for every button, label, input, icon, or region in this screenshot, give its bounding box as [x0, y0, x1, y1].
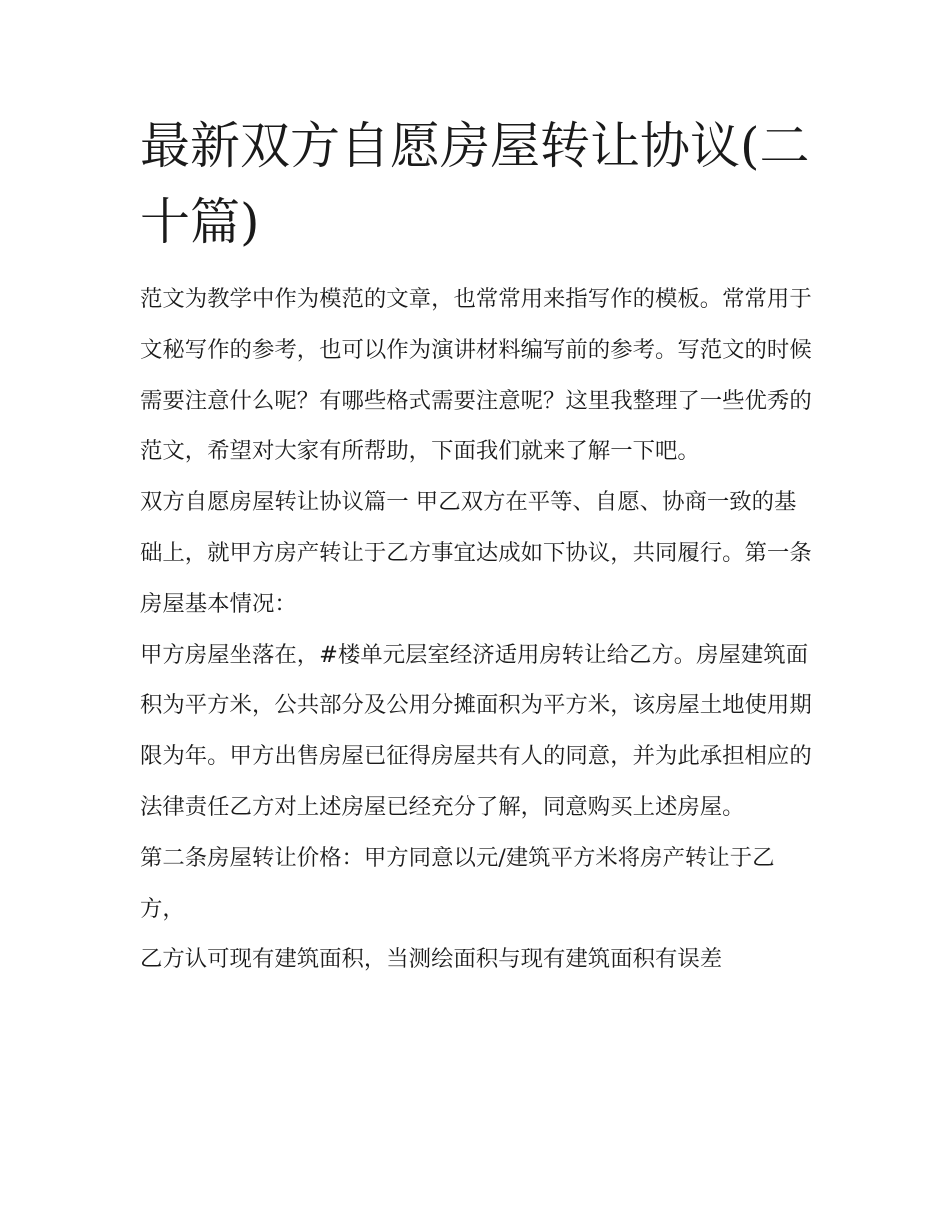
paragraph-article-one-intro: 双方自愿房屋转让协议篇一 甲乙双方在平等、自愿、协商一致的基础上，就甲方房产转让于乙方事宜达成如下协议，共同履行。第一条房屋基本情况： [140, 489, 812, 617]
document-body [140, 108, 812, 985]
paragraph-intro: 范文为教学中作为模范的文章，也常常用来指写作的模板。常常用于文秘写作的参考，也可以作为演讲材料编写前的参考。写范文的时候需要注意什么呢？有哪些格式需要注意呢？这里我整理了一些优秀的范文，希望对大家有所帮助，下面我们就来了解一下吧。 [140, 286, 812, 465]
document-title: 最新双方自愿房屋转让协议(二十篇) [140, 117, 810, 251]
paragraph-house-info: 甲方房屋坐落在，#楼单元层室经济适用房转让给乙方。房屋建筑面积为平方米，公共部分及公用分摊面积为平方米，该房屋土地使用期限为年。甲方出售房屋已征得房屋共有人的同意，并为此承担相应的法律责任乙方对上述房屋已经充分了解，同意购买上述房屋。 [140, 641, 812, 820]
paragraph-transfer-price: 第二条房屋转让价格：甲方同意以元/建筑平方米将房产转让于乙方， [140, 844, 775, 922]
paragraph-area-error: 乙方认可现有建筑面积，当测绘面积与现有建筑面积有误差 [140, 946, 723, 973]
